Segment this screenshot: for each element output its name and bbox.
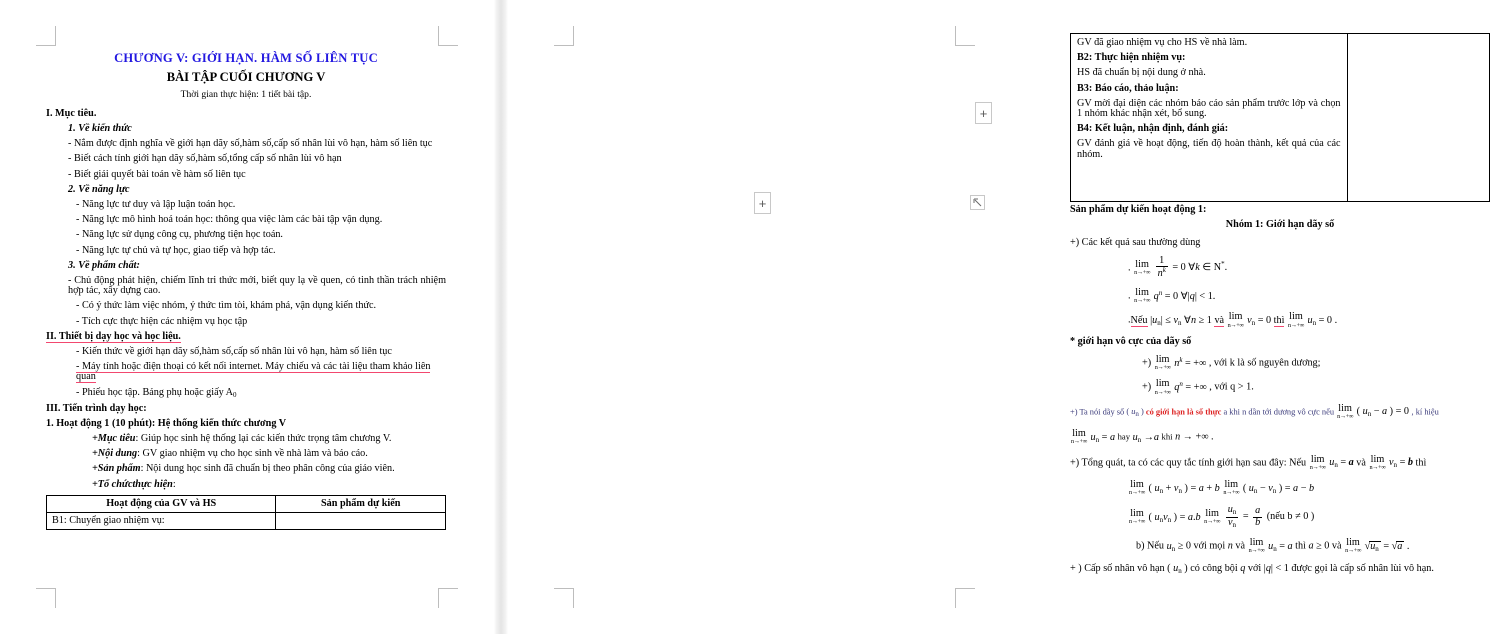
page-title: BÀI TẬP CUỐI CHƯƠNG V [166,69,326,84]
formula-squeeze-theorem: .Nếu $|u_n| \le v_n$ ∀n ≥ 1 và lim n→+∞ $v_n = 0$ thì lim n→+∞ $u_n = 0$ . [1128,311,1338,329]
document-page-left [0,0,494,634]
margin-mark-bottom-left [554,588,574,608]
capso-text-c: với [1247,562,1262,574]
activity-to-chuc [46,480,446,490]
formula-lim-nk-infinity: +) lim n→+∞ $n^k$ = +∞ , với k là số nguyên dương; [1142,354,1321,372]
formula-lim-q-n: . lim n→+∞ $q^n = 0$ ∀|q| < 1. [1128,287,1216,305]
definition-notation-line: lim n→+∞ $u_n = a$ hay $u_n \to a$ khi n → +∞ . [1071,428,1214,446]
activity-noi-dung-label: +Nội dung [92,448,138,460]
rule-b-t2: ≥ 0 với mọi [1177,540,1226,552]
formula-prefix: +) [1142,381,1152,393]
lim-operator: lim n→+∞ [1369,453,1386,471]
list-item: - Năng lực mô hình hoá toán học: thông qua việc làm các bài tập vận dụng. [76,214,383,226]
group-heading: Nhóm 1: Giới hạn dãy số [1225,219,1335,231]
lim-operator: lim n→+∞ [1204,508,1221,526]
section-heading-thiet-bi [46,332,446,342]
list-item: - Năng lực tự chủ và tự học, giao tiếp và hợp tác. [76,244,276,256]
definition-text-part2: a khi n dần tới dương vô cực nếu [1223,407,1335,417]
heading-gioi-han-vo-cuc: * giới hạn vô cực của dãy số [1070,335,1192,347]
lim-operator: lim n→+∞ [1129,479,1145,497]
list-item: - Tích cực thực hiện các nhiệm vụ học tập [76,315,248,327]
fraction: $\frac{1}{n^k}$ [1157,254,1166,280]
rule-b-t5: ≥ 0 và [1316,540,1342,552]
table-row[interactable] [1071,34,1490,202]
table-row[interactable] [47,513,446,530]
notation-word-khi: khi [1161,431,1173,442]
margin-mark-top-right [955,26,975,46]
lim-operator: lim n→+∞ [1248,537,1265,555]
capso-text-d: < 1 được gọi là cấp số nhân lùi vô hạn. [1275,562,1434,574]
right-page-content [1070,30,1490,581]
formula-lim-qn-infinity: +) lim n→+∞ $q^n$ = +∞ , với q > 1. [1142,378,1254,396]
general-rules-intro: +) Tổng quát, ta có các quy tắc tính giới hạn sau đây: Nếu lim n→+∞ $u_n = a$ và lim n→+∞ $v_n = b$ thì [1070,453,1427,471]
activity-san-pham [46,464,446,474]
table-header-cell: Hoạt động của GV và HS [47,495,276,512]
margin-mark-bottom-left [36,588,56,608]
formula-suffix: , với k là số nguyên dương; [1208,357,1321,369]
lim-operator: lim n→+∞ [1337,402,1354,421]
list-item: - Chủ động phát hiện, chiếm lĩnh tri thức mới, biết quy lạ về quen, có tinh thần trách nhiệm hợp tác, xây dựng cao. [68,275,446,297]
definition-text-part1: +) Ta nói dãy số [1070,407,1125,417]
formula-prefix: +) [1142,357,1152,369]
section-heading-muc-tieu: I. Mục tiêu. [46,107,97,119]
page-gutter [494,0,508,634]
lim-operator: lim n→+∞ [1129,508,1145,526]
section-heading-tien-trinh: III. Tiến trình dạy học: [46,402,147,414]
definition-text-part3: , kí hiệu [1411,407,1439,417]
lim-operator: lim n→+∞ [1134,287,1151,305]
list-item [46,388,446,399]
left-page-content [46,52,446,530]
table-text-line: HS đã chuẩn bị nội dung ở nhà. [1077,67,1206,79]
activity-table[interactable] [46,495,446,530]
activity-muc-tieu-text: : Giúp học sinh hệ thống lại các kiến thức trọng tâm chương V. [135,433,392,445]
lim-operator: lim n→+∞ [1309,453,1326,471]
margin-mark-top-left [554,26,574,46]
formula-word-va: và [1214,314,1225,326]
list-item: - Biết giải quyết bài toán về hàm số liên tục [68,168,246,180]
section-heading-thiet-bi-text: II. Thiết bị dạy học và học liệu. [46,330,181,342]
activity-table-continued[interactable] [1070,33,1490,202]
rule-b-t4: thì [1295,540,1306,552]
table-cell-activities[interactable] [1071,34,1348,202]
table-cell[interactable]: B1: Chuyển giao nhiệm vụ: [47,513,276,530]
list-item [46,362,446,382]
table-cell[interactable] [276,513,446,530]
table-cell-products[interactable] [1347,34,1489,202]
formula-word-thi: thì [1273,314,1285,326]
capso-text-a: + ) Cấp số nhân vô hạn [1070,562,1165,574]
chapter-heading: CHƯƠNG V: GIỚI HẠN. HÀM SỐ LIÊN TỤC [114,51,378,65]
lim-operator: lim n→+∞ [1223,479,1240,497]
san-pham-heading: Sản phẩm dự kiến hoạt động 1: [1070,204,1207,215]
margin-mark-top-left [36,26,56,46]
list-item: - Năng lực sử dụng công cụ, phương tiện học toán. [76,229,283,241]
list-item-text: - Phiếu học tập. Bảng phụ hoặc giấy A [76,386,234,398]
ket-qua-line: +) Các kết quả sau thường dùng [1070,237,1201,249]
activity-noi-dung [46,449,446,459]
capso-text-b: có công bội [1190,562,1238,574]
fraction: $\frac{u_n}{v_n}$ [1227,504,1237,529]
list-item: - Kiến thức về giới hạn dãy số,hàm số,cấp số nhân lùi vô hạn, hàm số liên tục [76,346,392,358]
margin-mark-bottom-right [438,588,458,608]
add-column-button[interactable]: + [754,192,771,214]
formula-product-quotient: lim n→+∞ ( $u_nv_n$ ) = a.b lim n→+∞ $\frac{u_n}{v_n}$ = $\frac{a}{b}$ (nếu b ≠ 0 ) [1129,504,1315,529]
list-item: - Có ý thức làm việc nhóm, ý thức tìm tòi, khám phá, vận dụng kiến thức. [76,300,377,312]
general-rules-text-b: và [1356,457,1366,469]
subsection-kien-thuc: 1. Về kiến thức [68,122,132,134]
activity-san-pham-text: : Nội dung học sinh đã chuẩn bị theo phân công của giáo viên. [140,463,395,475]
table-text-line: GV đã giao nhiệm vụ cho HS về nhà làm. [1077,37,1248,48]
condition-b-not-zero: (nếu b ≠ 0 ) [1266,511,1315,523]
lim-operator: lim n→+∞ [1345,537,1362,555]
formula-geometric-series: + ) Cấp số nhân vô hạn ( $u_n$ ) có công bội q với |q| < 1 được gọi là cấp số nhân lùi vô hạn. [1070,562,1434,575]
activity-san-pham-label: +Sản phẩm [92,463,141,475]
subsection-pham-chat: 3. Về phẩm chất: [68,259,140,271]
table-header-cell: Sản phẩm dự kiến [276,495,446,512]
lim-operator: lim n→+∞ [1134,258,1151,276]
table-text-line: GV mời đại diện các nhóm báo cáo sản phẩm trước lớp và chọn 1 nhóm khác nhận xét, bổ sung. [1077,97,1341,120]
add-row-button[interactable]: + [975,102,992,124]
table-header-row [47,495,446,512]
list-item-subscript: 0 [233,390,237,399]
formula-lim-1-over-nk: . lim n→+∞ $\frac{1}{n^k}$ = 0 ∀k ∈ N*. [1128,254,1228,280]
formula-sum-difference: lim n→+∞ ( $u_n + v_n$ ) = a + b lim n→+∞ ( $u_n - v_n$ ) = a − b [1129,479,1315,497]
lim-operator: lim n→+∞ [1227,311,1244,329]
margin-mark-top-right [438,26,458,46]
table-text-line: B2: Thực hiện nhiệm vụ: [1077,52,1186,64]
list-item-highlighted-text: - Máy tính hoặc điện thoại có kết nối internet. Máy chiếu và các tài liệu tham khảo liên quan [76,361,431,383]
definition-red-emphasis: có giới hạn là số thực [1145,407,1222,417]
subsection-nang-luc: 2. Về năng lực [68,183,130,195]
formula-word-neu: Nếu [1130,314,1148,326]
lim-operator: lim n→+∞ [1287,311,1304,329]
fraction: $\frac{a}{b}$ [1255,505,1261,528]
general-rules-text-a: +) Tổng quát, ta có các quy tắc tính giới hạn sau đây: Nếu [1070,457,1307,469]
list-item: - Nắm được định nghĩa về giới hạn dãy số,hàm số,cấp số nhân lùi vô hạn, hàm số liên tục [68,138,433,150]
activity-1-heading: 1. Hoạt động 1 (10 phút): Hệ thống kiến thức chương V [46,417,287,429]
activity-noi-dung-text: : GV giao nhiệm vụ cho học sinh về nhà làm và báo cáo. [137,448,368,460]
table-text-line: B4: Kết luận, nhận định, đánh giá: [1077,123,1229,135]
activity-to-chuc-label: +Tổ chứcthực hiện [92,478,173,490]
rule-b-t1: b) Nếu [1136,540,1165,552]
list-item: - Biết cách tính giới hạn dãy số,hàm số,tổng cấp số nhân lùi vô hạn [68,153,342,165]
table-resize-handle[interactable] [970,195,985,210]
notation-word-hay: hay [1117,431,1131,442]
general-rules-text-c: thì [1415,457,1427,469]
table-text-line: B3: Báo cáo, thảo luận: [1077,82,1179,94]
lim-operator: lim n→+∞ [1154,354,1171,372]
formula-suffix: , với q > 1. [1209,381,1254,393]
margin-mark-bottom-right [955,588,975,608]
activity-muc-tieu-label: +Mục tiêu [92,433,136,445]
document-page-right [508,0,1439,634]
subtitle: Thời gian thực hiện: 1 tiết bài tập. [180,89,312,101]
definition-paragraph: +) Ta nói dãy số ( $u_n$ ) có giới hạn là số thực a khi n dần tới dương vô cực nếu lim n→+∞ ( $u_n - a$ ) = 0 , kí hiệu [1070,402,1439,421]
list-item: - Năng lực tư duy và lập luận toán học. [76,199,236,210]
table-text-line: GV đánh giá về hoạt động, tiến độ hoàn thành, kết quả của các nhóm. [1077,138,1341,160]
rule-b-t3: và [1235,540,1246,552]
activity-to-chuc-text: : [172,478,176,490]
activity-muc-tieu [46,434,446,444]
formula-rule-b: b) Nếu $u_n \ge 0$ với mọi n và lim n→+∞ $u_n = a$ thì a ≥ 0 và lim n→+∞ $√u_n = √a$ . [1136,537,1410,555]
lim-operator: lim n→+∞ [1154,378,1171,396]
lim-operator: lim n→+∞ [1071,428,1087,446]
